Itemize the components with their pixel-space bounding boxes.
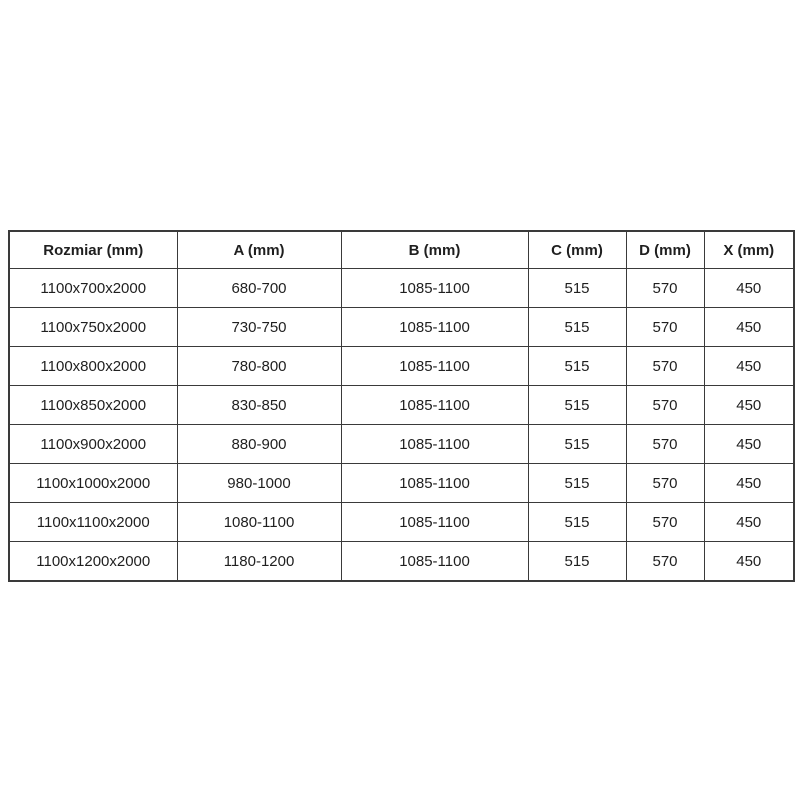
table-cell: 515 [528,464,626,503]
column-header-d: D (mm) [626,231,704,269]
table-cell: 1085-1100 [341,386,528,425]
column-header-a: A (mm) [177,231,341,269]
table-cell: 1085-1100 [341,308,528,347]
table-cell: 515 [528,542,626,582]
column-header-c: C (mm) [528,231,626,269]
table-cell: 450 [704,542,794,582]
table-cell: 1100x850x2000 [9,386,177,425]
table-cell: 450 [704,464,794,503]
table-cell: 450 [704,386,794,425]
table-cell: 515 [528,308,626,347]
table-cell: 780-800 [177,347,341,386]
table-cell: 1100x800x2000 [9,347,177,386]
column-header-b: B (mm) [341,231,528,269]
table-row [9,503,794,542]
table-row [9,425,794,464]
table-cell: 730-750 [177,308,341,347]
header-row [9,231,794,269]
table-cell: 450 [704,503,794,542]
table-cell: 1100x900x2000 [9,425,177,464]
table-cell: 570 [626,503,704,542]
table-cell: 1085-1100 [341,464,528,503]
table-cell: 1085-1100 [341,347,528,386]
table-cell: 1100x700x2000 [9,269,177,308]
table-cell: 450 [704,347,794,386]
table-cell: 570 [626,464,704,503]
table-cell: 1100x1200x2000 [9,542,177,582]
table-cell: 1100x750x2000 [9,308,177,347]
table-cell: 1080-1100 [177,503,341,542]
table-cell: 570 [626,269,704,308]
table-cell: 1085-1100 [341,503,528,542]
table-cell: 515 [528,269,626,308]
table-cell: 515 [528,386,626,425]
table-cell: 570 [626,347,704,386]
table-cell: 515 [528,347,626,386]
table-cell: 980-1000 [177,464,341,503]
table-cell: 1085-1100 [341,269,528,308]
table-cell: 450 [704,269,794,308]
table-cell: 570 [626,425,704,464]
table-row [9,308,794,347]
table-row [9,386,794,425]
column-header-x: X (mm) [704,231,794,269]
table-cell: 450 [704,425,794,464]
table-cell: 570 [626,542,704,582]
table-row [9,347,794,386]
table-cell: 450 [704,308,794,347]
table-cell: 515 [528,503,626,542]
table-cell: 830-850 [177,386,341,425]
table-cell: 680-700 [177,269,341,308]
table-cell: 1180-1200 [177,542,341,582]
table-cell: 1100x1100x2000 [9,503,177,542]
table-cell: 515 [528,425,626,464]
table-cell: 1085-1100 [341,425,528,464]
table-cell: 570 [626,308,704,347]
table-cell: 880-900 [177,425,341,464]
table-cell: 570 [626,386,704,425]
table-row [9,542,794,582]
table-row [9,269,794,308]
table-cell: 1100x1000x2000 [9,464,177,503]
table-row [9,464,794,503]
column-header-rozmiar: Rozmiar (mm) [9,231,177,269]
dimensions-table [8,230,795,582]
table-cell: 1085-1100 [341,542,528,582]
